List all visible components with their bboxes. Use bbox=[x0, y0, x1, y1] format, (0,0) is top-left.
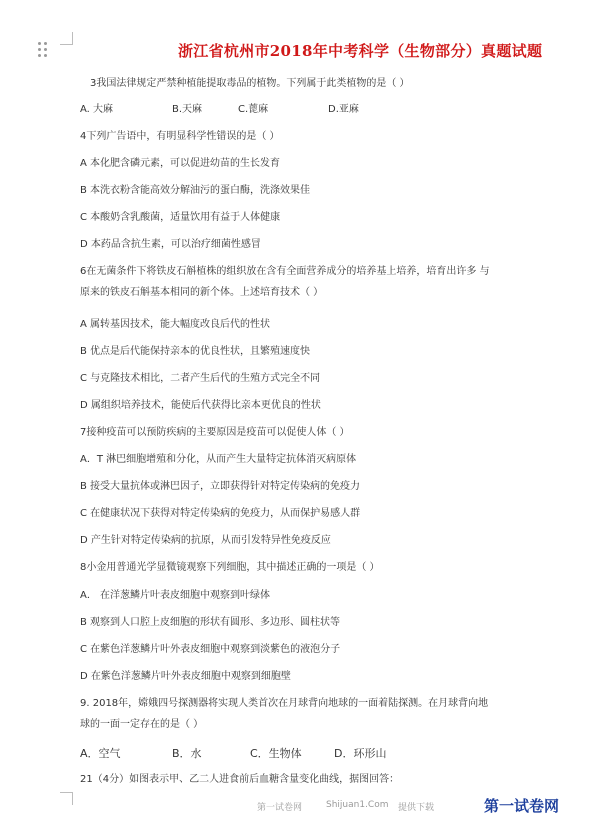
footer-site-name: 第一试卷网 bbox=[257, 803, 303, 813]
document-title: 浙江省杭州市2018年中考科学（生物部分）真题试题 bbox=[178, 42, 543, 60]
q6-option-d: D 属组织培养技术，能使后代获得比亲本更优良的性状 bbox=[80, 400, 321, 411]
q7-option-b: B 接受大量抗体或淋巴因子，立即获得针对特定传染病的免疫力 bbox=[80, 481, 361, 492]
q21-stem: 21（4分）如图表示甲、乙二人进食前后血糖含量变化曲线，据图回答： bbox=[80, 774, 400, 785]
q8-option-c: C 在紫色洋葱鳞片叶外表皮细胞中观察到淡紫色的液泡分子 bbox=[80, 644, 341, 655]
q6-option-b: B 优点是后代能保持亲本的优良性状，且繁殖速度快 bbox=[80, 346, 311, 357]
footer-download-text: 提供下载 bbox=[398, 803, 435, 813]
q6-option-a: A 属转基因技术，能大幅度改良后代的性状 bbox=[80, 319, 271, 330]
q4-option-b: B 本洗衣粉含能高效分解油污的蛋白酶，洗涤效果佳 bbox=[80, 185, 311, 196]
q6-stem-line-2: 原来的铁皮石斛基本相同的新个体。上述培育技术（ ） bbox=[80, 287, 324, 298]
q8-option-a: A． 在洋葱鳞片叶表皮细胞中观察到叶绿体 bbox=[80, 590, 271, 601]
q4-option-d: D 本药品含抗生素，可以治疗细菌性感冒 bbox=[80, 239, 261, 250]
q6-option-c: C 与克隆技术相比，二者产生后代的生殖方式完全不同 bbox=[80, 373, 321, 384]
footer-site-url[interactable]: Shijuan1.Com bbox=[326, 800, 389, 810]
q7-option-c: C 在健康状况下获得对特定传染病的免疫力，从而保护易感人群 bbox=[80, 508, 361, 519]
q7-option-a: A．T 淋巴细胞增殖和分化，从而产生大量特定抗体消灭病原体 bbox=[80, 454, 357, 465]
q8-option-b: B 观察到人口腔上皮细胞的形状有圆形、多边形、圆柱状等 bbox=[80, 617, 341, 628]
q3-option-c: C.蓖麻 bbox=[238, 104, 269, 115]
q4-option-a: A 本化肥含磷元素，可以促进幼苗的生长发育 bbox=[80, 158, 281, 169]
q8-option-d: D 在紫色洋葱鳞片叶外表皮细胞中观察到细胞壁 bbox=[80, 671, 291, 682]
q4-option-c: C 本酸奶含乳酸菌，适量饮用有益于人体健康 bbox=[80, 212, 281, 223]
q7-option-d: D 产生针对特定传染病的抗原，从而引发特异性免疫反应 bbox=[80, 535, 331, 546]
q7-stem: 7接种疫苗可以预防疾病的主要原因是疫苗可以促使人体（ ） bbox=[80, 427, 350, 438]
q3-option-b: B.天麻 bbox=[172, 104, 203, 115]
q9-option-a: A．空气 bbox=[80, 747, 121, 760]
q9-stem-line-1: 9. 2018年，嫦娥四号探测器将实现人类首次在月球背向地球的一面着陆探测。在月球背向地 bbox=[80, 698, 489, 709]
q3-option-a: A. 大麻 bbox=[80, 104, 114, 115]
q6-stem-line-1: 6在无菌条件下将铁皮石斛植株的组织放在含有全面营养成分的培养基上培养，培育出许多 与 bbox=[80, 266, 490, 277]
top-left-crop-mark bbox=[60, 32, 73, 45]
q4-stem: 4下列广告语中，有明显科学性错误的是（ ） bbox=[80, 131, 280, 142]
q3-stem: 3我国法律规定严禁种植能提取毒品的植物。下列属于此类植物的是（ ） bbox=[90, 78, 410, 89]
bottom-left-crop-mark bbox=[60, 792, 73, 805]
q9-option-b: B．水 bbox=[172, 747, 202, 760]
watermark-logo: 第一试卷网 bbox=[484, 797, 560, 815]
q3-option-d: D.亚麻 bbox=[328, 104, 359, 115]
q9-option-d: D．环形山 bbox=[334, 747, 387, 760]
q9-stem-line-2: 球的一面一定存在的是（ ） bbox=[80, 719, 204, 730]
drag-handle-icon[interactable] bbox=[38, 42, 48, 58]
q9-option-c: C．生物体 bbox=[250, 747, 302, 760]
q8-stem: 8小金用普通光学显微镜观察下列细胞，其中描述正确的一项是（ ） bbox=[80, 562, 380, 573]
